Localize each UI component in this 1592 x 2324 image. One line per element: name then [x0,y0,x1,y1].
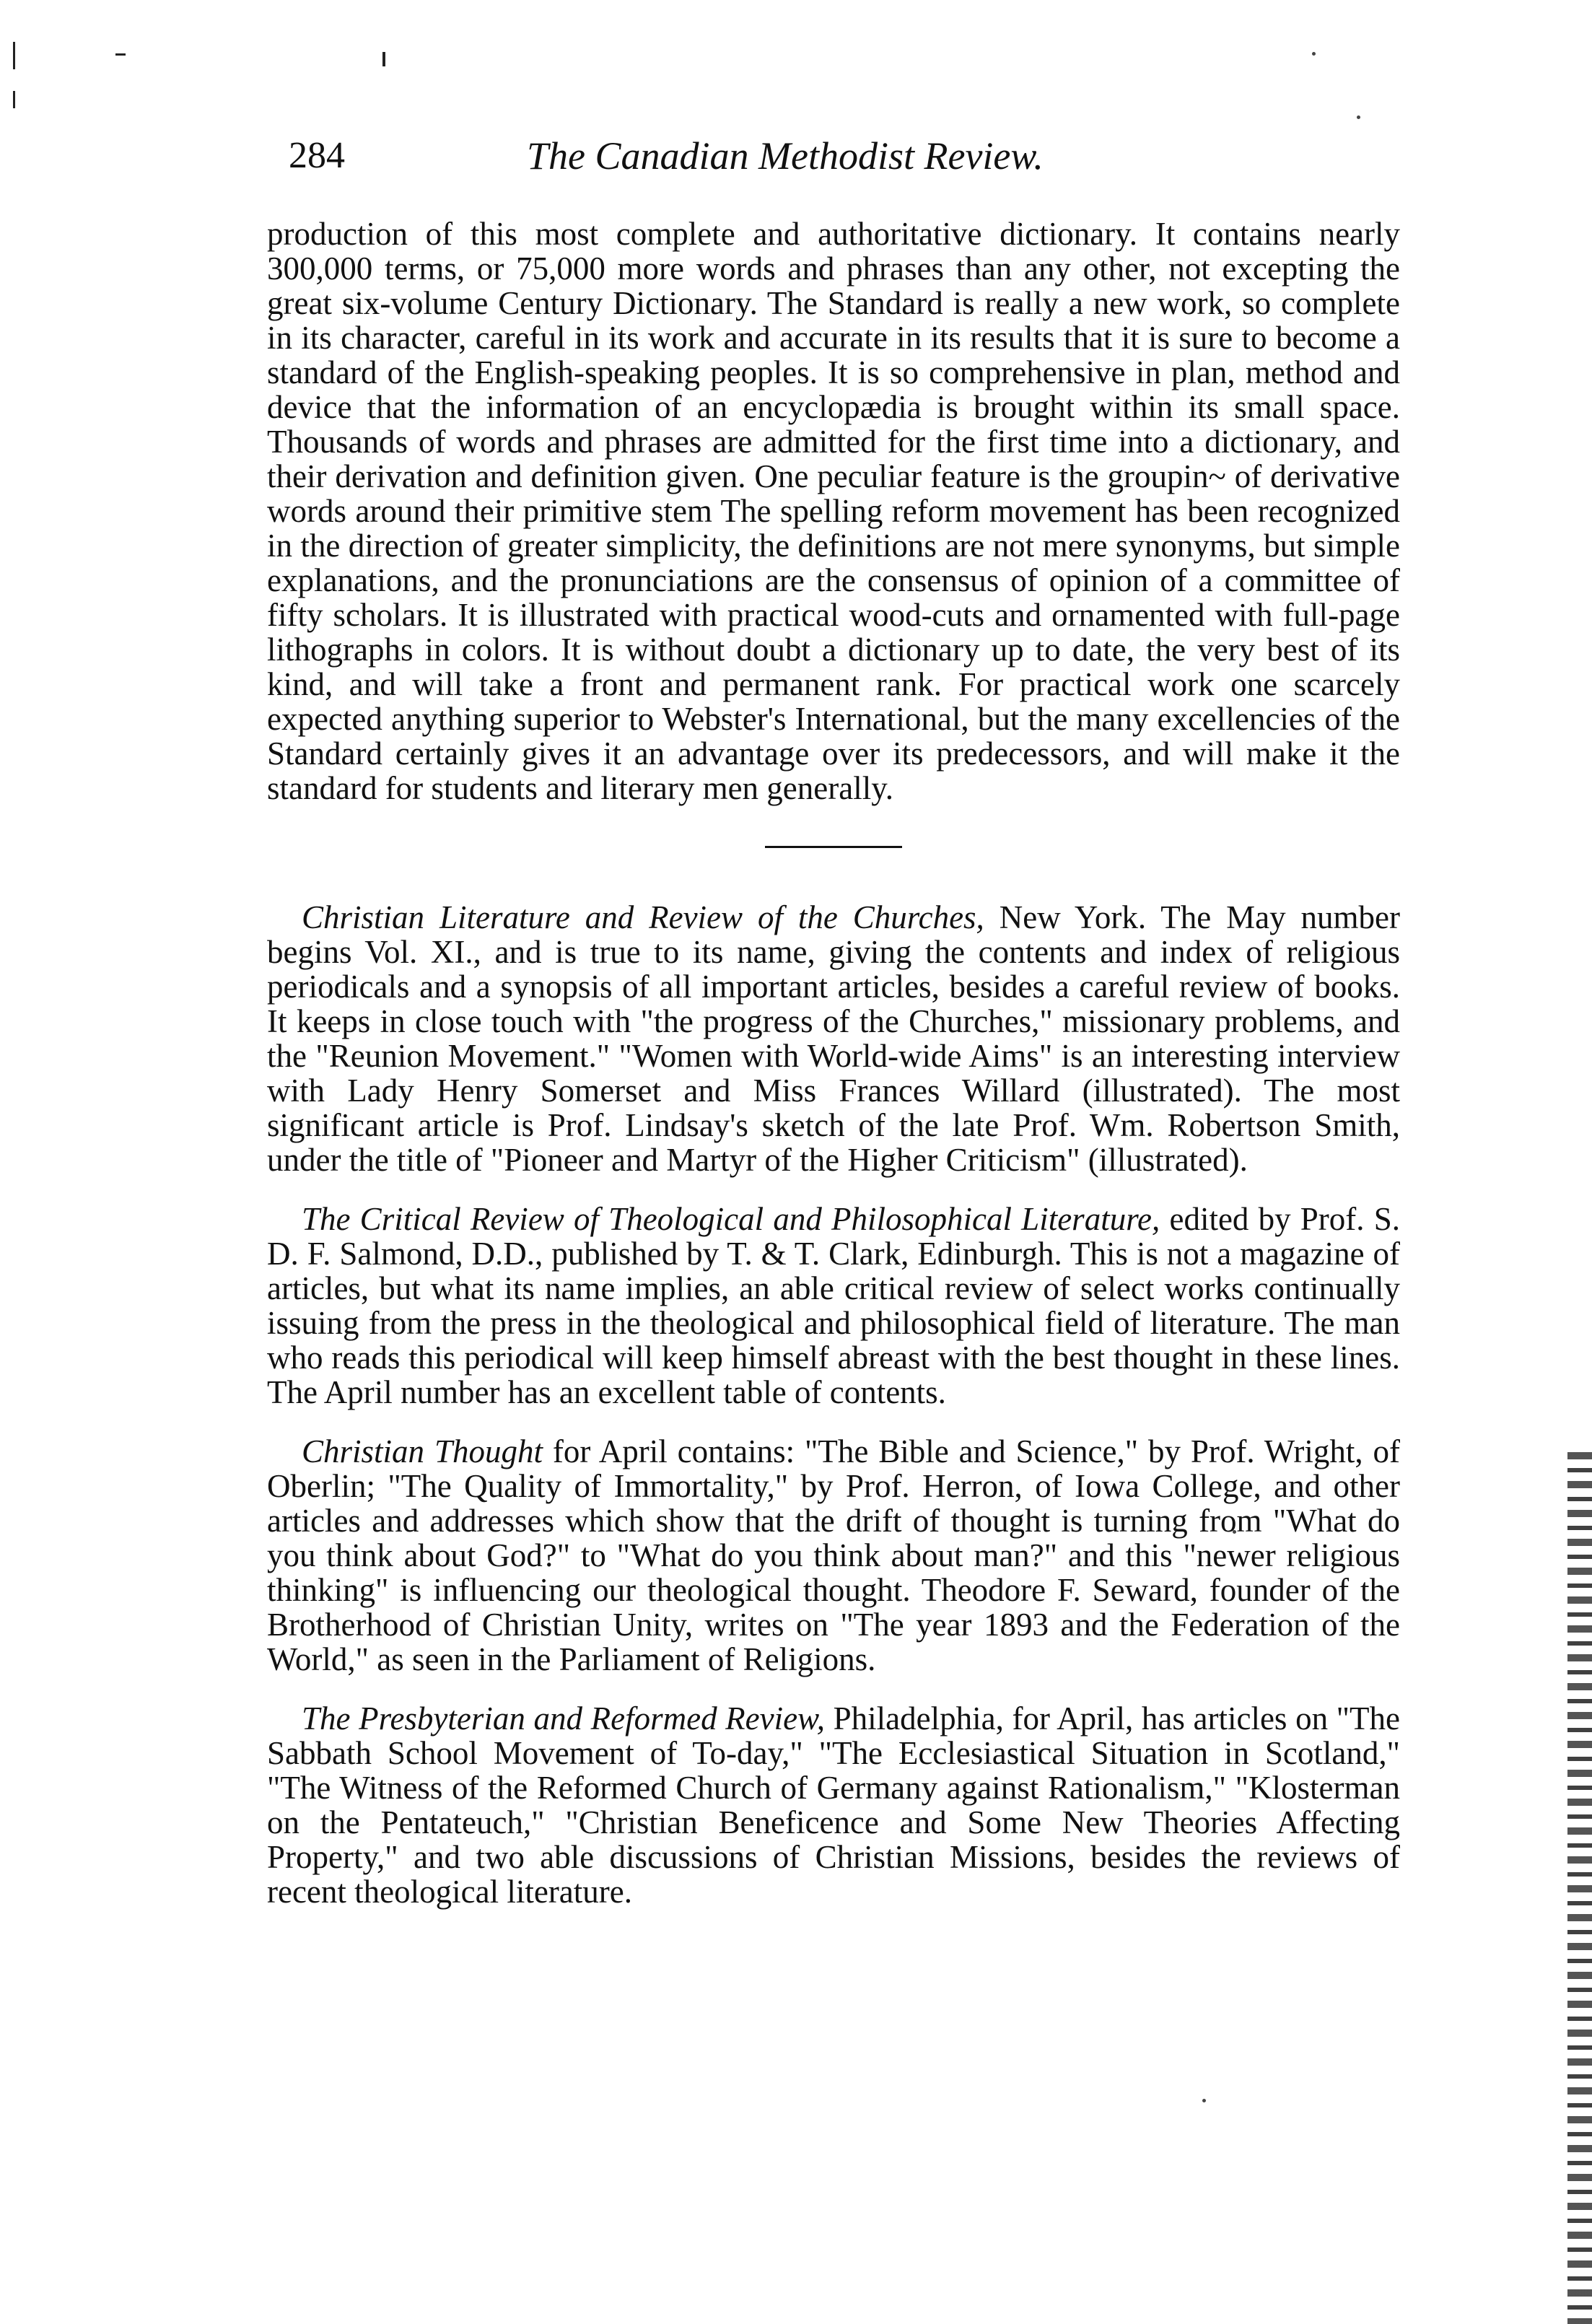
scan-artifact-left [13,42,15,69]
presbyterian-review-text: Philadelphia, for April, has articles on "The Sabbath School Movement of To-day," "The Ecclesiastical Situation in Scotland," "The Witness of the Reformed Church of Germany against Rationalism," "Klosterman on the Pentateuch," "Christian Beneficence and Some New Theories Affecting Property," and two able discussions of Christian Missions, besides the reviews of recent theological literature. [267,1700,1401,1910]
scan-speck [1312,52,1316,56]
christian-thought-text: for April contains: "The Bible and Science," by Prof. Wright, of Oberlin; "The Quality of Immortality," by Prof. Herron, of Iowa College, and other articles and addresses which show that the drift of thought is turning from "What do you think about God?" to "What do you think about man?" and this "newer religious thinking" is influencing our theological thought. Theodore F. Seward, founder of the Brotherhood of Christian Unity, writes on "The year 1893 and the Federation of the World," as seen in the Parliament of Religions. [267,1433,1400,1677]
scan-artifact-top [115,53,126,56]
christian-literature-title: Christian Literature and Review of the Churches, [302,899,984,935]
running-title: The Canadian Methodist Review. [527,134,1044,178]
critical-review-text: edited by Prof. S. D. F. Salmond, D.D., published by T. & T. Clark, Edinburgh. This is not a magazine of articles, but what its name implies, an able critical review of select works continually issuing from the press in the theological and philosophical field of literature. The man who reads this periodical will keep himself abreast with the best thought in these lines. The April number has an excellent table of contents. [267,1201,1400,1410]
scan-speck [1357,115,1360,119]
christian-literature-paragraph [267,900,1400,1177]
section-divider [765,846,902,848]
critical-review-title: The Critical Review of Theological and Philosophical Literature, [302,1201,1160,1237]
article-body [267,217,1400,1909]
scan-edge-artifact [1567,1443,1592,2324]
presbyterian-review-title: The Presbyterian and Reformed Review, [302,1700,826,1737]
christian-literature-text: New York. The May number begins Vol. XI., and is true to its name, giving the contents and index of religious periodicals and a synopsis of all important articles, besides a careful review of books. It keeps in close touch with "the progress of the Churches," missionary problems, and the "Reunion Movement." "Women with World-wide Aims" is an interesting interview with Lady Henry Somerset and Miss Frances Willard (illustrated). The most significant article is Prof. Lindsay's sketch of the late Prof. Wm. Robertson Smith, under the title of "Pioneer and Martyr of the Higher Criticism" (illustrated). [267,899,1400,1178]
page-header [289,134,1285,192]
critical-review-paragraph [267,1202,1400,1410]
scan-speck [1202,2099,1206,2102]
presbyterian-review-paragraph [267,1701,1400,1909]
dictionary-paragraph: production of this most complete and authoritative dictionary. It contains nearly 300,000 terms, or 75,000 more words and phrases than any other, not excepting the great six-volume Century Dictionary. The Standard is really a new work, so complete in its character, careful in its work and accurate in its results that it is sure to become a standard of the English-speaking peoples. It is so comprehensive in plan, method and device that the information of an encyclopædia is brought within its small space. Thousands of words and phrases are admitted for the first time into a dictionary, and their derivation and definition given. One peculiar feature is the groupin~ of derivative words around their primitive stem The spelling reform movement has been recognized in the direction of greater simplicity, the definitions are not mere synonyms, but simple explanations, and the pronunciations are the consensus of opinion of a committee of fifty scholars. It is illustrated with practical wood-cuts and ornamented with full-page lithographs in colors. It is without doubt a dictionary up to date, the very best of its kind, and will take a front and permanent rank. For practical work one scarcely expected anything superior to Webster's International, but the many excellencies of the Standard certainly gives it an advantage over its predecessors, and will make it the standard for students and literary men generally. [267,216,1400,806]
dictionary-review-block [267,217,1400,805]
christian-thought-title: Christian Thought [302,1433,543,1469]
scan-artifact-left [13,91,15,108]
scan-artifact-top [382,52,385,66]
christian-thought-paragraph [267,1434,1400,1677]
page-number: 284 [289,135,345,176]
